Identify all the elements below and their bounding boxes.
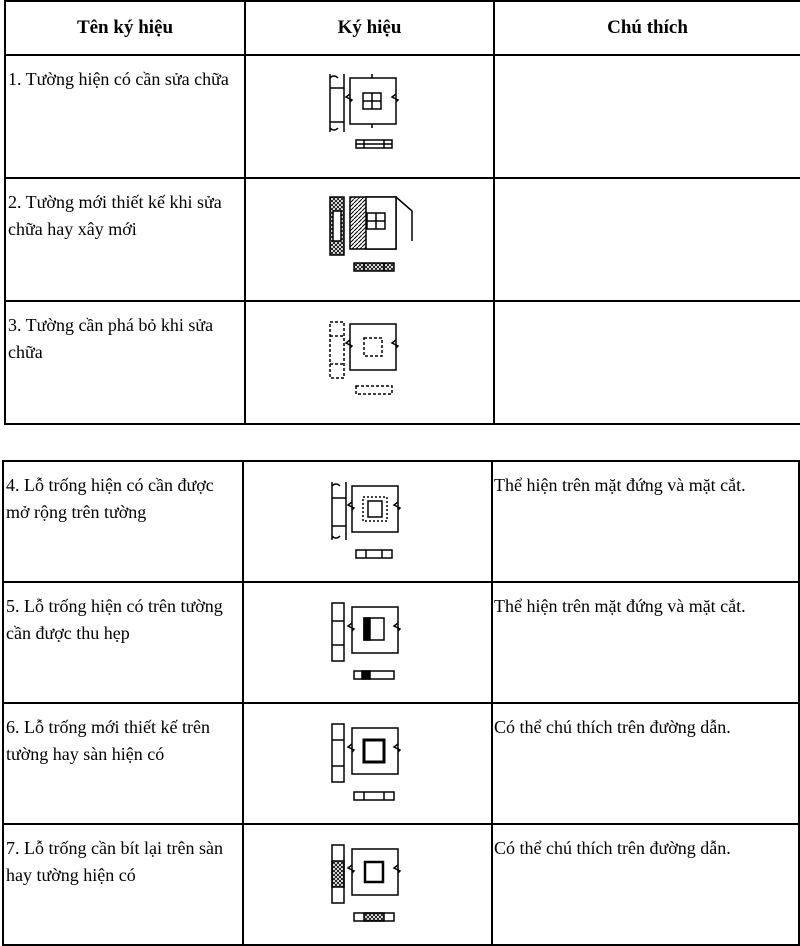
table-row — [3, 582, 799, 703]
symbol-note — [494, 301, 800, 424]
table-row — [5, 301, 800, 424]
header-name: Tên ký hiệu — [5, 1, 245, 55]
new-opening-symbol-icon — [244, 712, 493, 812]
symbol-cell — [243, 461, 492, 582]
header-row — [5, 1, 800, 55]
symbol-cell — [243, 824, 492, 945]
wall-demolish-symbol-icon — [246, 310, 495, 410]
symbol-name: 2. Tường mới thiết kế khi sửa chữa hay xây mới — [5, 178, 245, 301]
symbol-table-bottom — [2, 460, 800, 946]
symbol-name: 7. Lỗ trống cần bít lại trên sàn hay tường hiện có — [3, 824, 243, 945]
symbol-name: 3. Tường cần phá bỏ khi sửa chữa — [5, 301, 245, 424]
table-row — [3, 703, 799, 824]
symbol-note: Có thể chú thích trên đường dẫn. — [492, 703, 799, 824]
existing-wall-repair-symbol-icon — [246, 64, 495, 164]
symbol-name: 5. Lỗ trống hiện có trên tường cần được thu hẹp — [3, 582, 243, 703]
symbol-name: 6. Lỗ trống mới thiết kế trên tường hay sàn hiện có — [3, 703, 243, 824]
symbol-name: 4. Lỗ trống hiện có cần được mở rộng trên tường — [3, 461, 243, 582]
new-wall-symbol-icon — [246, 187, 495, 287]
symbol-note — [494, 178, 800, 301]
table-row — [5, 178, 800, 301]
opening-narrow-symbol-icon — [244, 591, 493, 691]
symbol-cell — [243, 582, 492, 703]
symbol-table-top — [4, 0, 800, 425]
symbol-cell — [245, 55, 494, 178]
symbol-note — [494, 55, 800, 178]
symbol-cell — [243, 703, 492, 824]
table-row — [3, 461, 799, 582]
table-row — [5, 55, 800, 178]
opening-enlarge-symbol-icon — [244, 470, 493, 570]
table-row — [3, 824, 799, 945]
opening-close-symbol-icon — [244, 833, 493, 933]
symbol-cell — [245, 178, 494, 301]
symbol-note: Thể hiện trên mặt đứng và mặt cắt. — [492, 461, 799, 582]
symbol-cell — [245, 301, 494, 424]
header-symbol: Ký hiệu — [245, 1, 494, 55]
symbol-name: 1. Tường hiện có cần sửa chữa — [5, 55, 245, 178]
symbol-note: Thể hiện trên mặt đứng và mặt cắt. — [492, 582, 799, 703]
symbol-note: Có thể chú thích trên đường dẫn. — [492, 824, 799, 945]
header-note: Chú thích — [494, 1, 800, 55]
